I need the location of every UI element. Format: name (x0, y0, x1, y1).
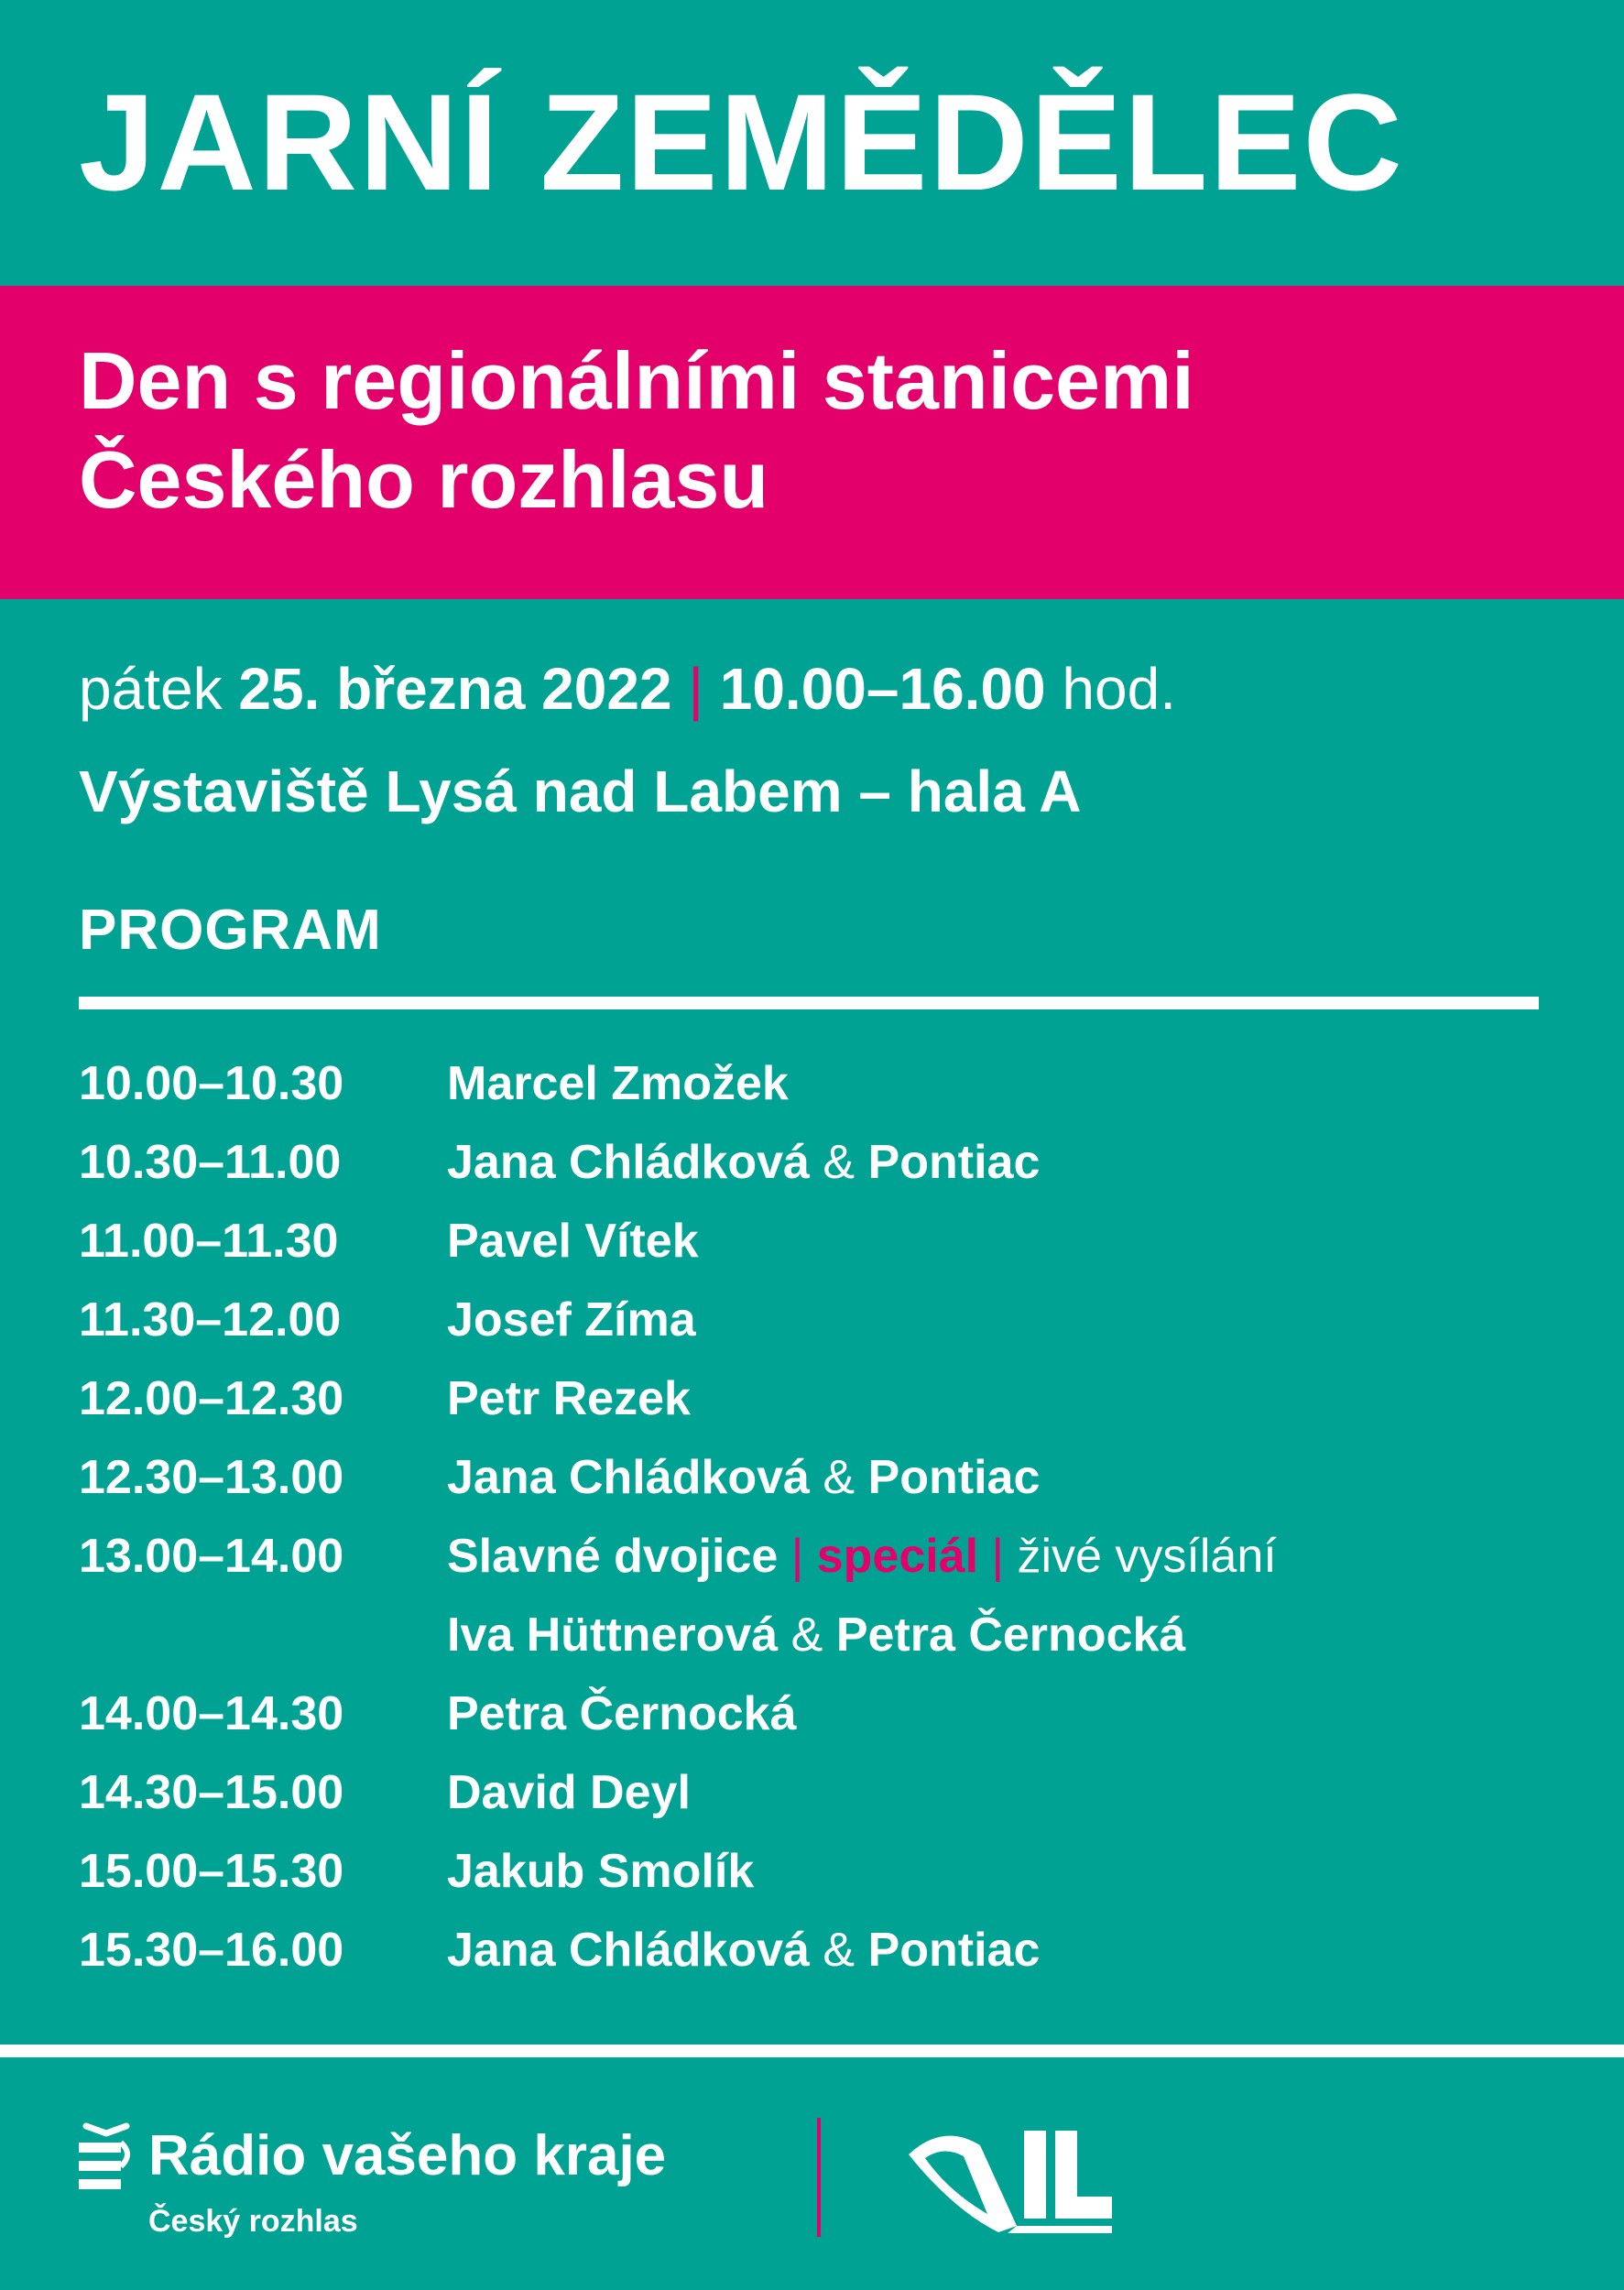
program-act: Petra Černocká (447, 1687, 797, 1740)
date-line (79, 656, 1176, 722)
date-date: 25. března 2022 (238, 656, 672, 722)
program-act: Petr Rezek (447, 1372, 691, 1425)
program-act: Pavel Vítek (447, 1215, 699, 1268)
program-row (79, 1451, 1544, 1532)
program-act-primary: Jana Chládková (447, 1924, 810, 1977)
program-row (79, 1057, 1544, 1139)
program-time: 11.00–11.30 (79, 1215, 339, 1268)
subtitle-line-2: Českého rozhlasu (79, 434, 769, 525)
cesky-rozhlas-icon (79, 2121, 134, 2194)
program-act-ampersand: & (790, 1608, 823, 1662)
program-divider (79, 997, 1539, 1009)
program-time: 12.30–13.00 (79, 1451, 344, 1504)
program-act-secondary: Pontiac (867, 1451, 1041, 1504)
date-time: 10.00–16.00 (719, 656, 1046, 722)
program-act-ampersand: & (823, 1924, 856, 1977)
program-act: Jakub Smolík (447, 1845, 755, 1898)
program-act-secondary: Pontiac (867, 1136, 1041, 1189)
program-act (447, 1451, 1041, 1504)
program-act: Josef Zíma (447, 1293, 696, 1347)
subtitle (79, 332, 1194, 529)
program-act: David Deyl (447, 1766, 691, 1819)
program-row (79, 1926, 1544, 2005)
program-act-separator: | (991, 1530, 1005, 1583)
brand-subname: Český rozhlas (148, 2204, 358, 2239)
program-act-separator: | (790, 1530, 804, 1583)
venue: Výstaviště Lysá nad Labem – hala A (79, 758, 1082, 824)
program-act-primary: Iva Hüttnerová (447, 1608, 779, 1662)
program-act-ampersand: & (823, 1136, 856, 1189)
special-label: speciál (816, 1530, 979, 1583)
program-heading: PROGRAM (79, 899, 382, 962)
program-act: Marcel Zmožek (447, 1057, 789, 1110)
program-act-primary: Jana Chládková (447, 1451, 810, 1504)
program-time: 15.00–15.30 (79, 1845, 344, 1898)
date-separator: | (688, 656, 703, 722)
program-row (79, 1293, 1544, 1375)
program-time: 14.00–14.30 (79, 1687, 344, 1740)
program-time: 15.30–16.00 (79, 1924, 344, 1977)
program-row (79, 1608, 1544, 1690)
program-act-ampersand: & (823, 1451, 856, 1504)
program-row (79, 1136, 1544, 1217)
date-day: pátek (79, 656, 223, 722)
program-row (79, 1532, 1544, 1611)
program-act-secondary: Petra Černocká (835, 1608, 1186, 1662)
date-unit: hod. (1062, 656, 1176, 722)
program-row (79, 1372, 1544, 1454)
program-row (79, 1217, 1544, 1296)
program-time: 10.30–11.00 (79, 1136, 342, 1189)
footer-divider (0, 2045, 1624, 2057)
subtitle-line-1: Den s regionálními stanicemi (79, 335, 1194, 426)
program-time: 10.00–10.30 (79, 1057, 344, 1110)
program-row (79, 1766, 1544, 1848)
program-time: 12.00–12.30 (79, 1372, 344, 1425)
logo-divider (817, 2118, 821, 2237)
program-act (447, 1530, 1277, 1583)
program-act (447, 1608, 1186, 1662)
program-row (79, 1687, 1544, 1769)
program-row (79, 1845, 1544, 1926)
program-time: 11.30–12.00 (79, 1293, 342, 1347)
program-list (79, 1057, 1544, 2005)
program-act (447, 1136, 1041, 1189)
program-act (447, 1924, 1041, 1977)
page-title: JARNÍ ZEMĚDĚLEC (79, 65, 1404, 219)
program-time: 14.30–15.00 (79, 1766, 344, 1819)
brand-name: Rádio vašeho kraje (148, 2124, 667, 2187)
program-act-secondary: Pontiac (867, 1924, 1041, 1977)
program-act-primary: Jana Chládková (447, 1136, 810, 1189)
program-time: 13.00–14.00 (79, 1530, 344, 1583)
vll-logo (907, 2118, 1127, 2237)
program-act-title: Slavné dvojice (447, 1530, 779, 1583)
live-broadcast-label: živé vysílání (1017, 1530, 1277, 1583)
